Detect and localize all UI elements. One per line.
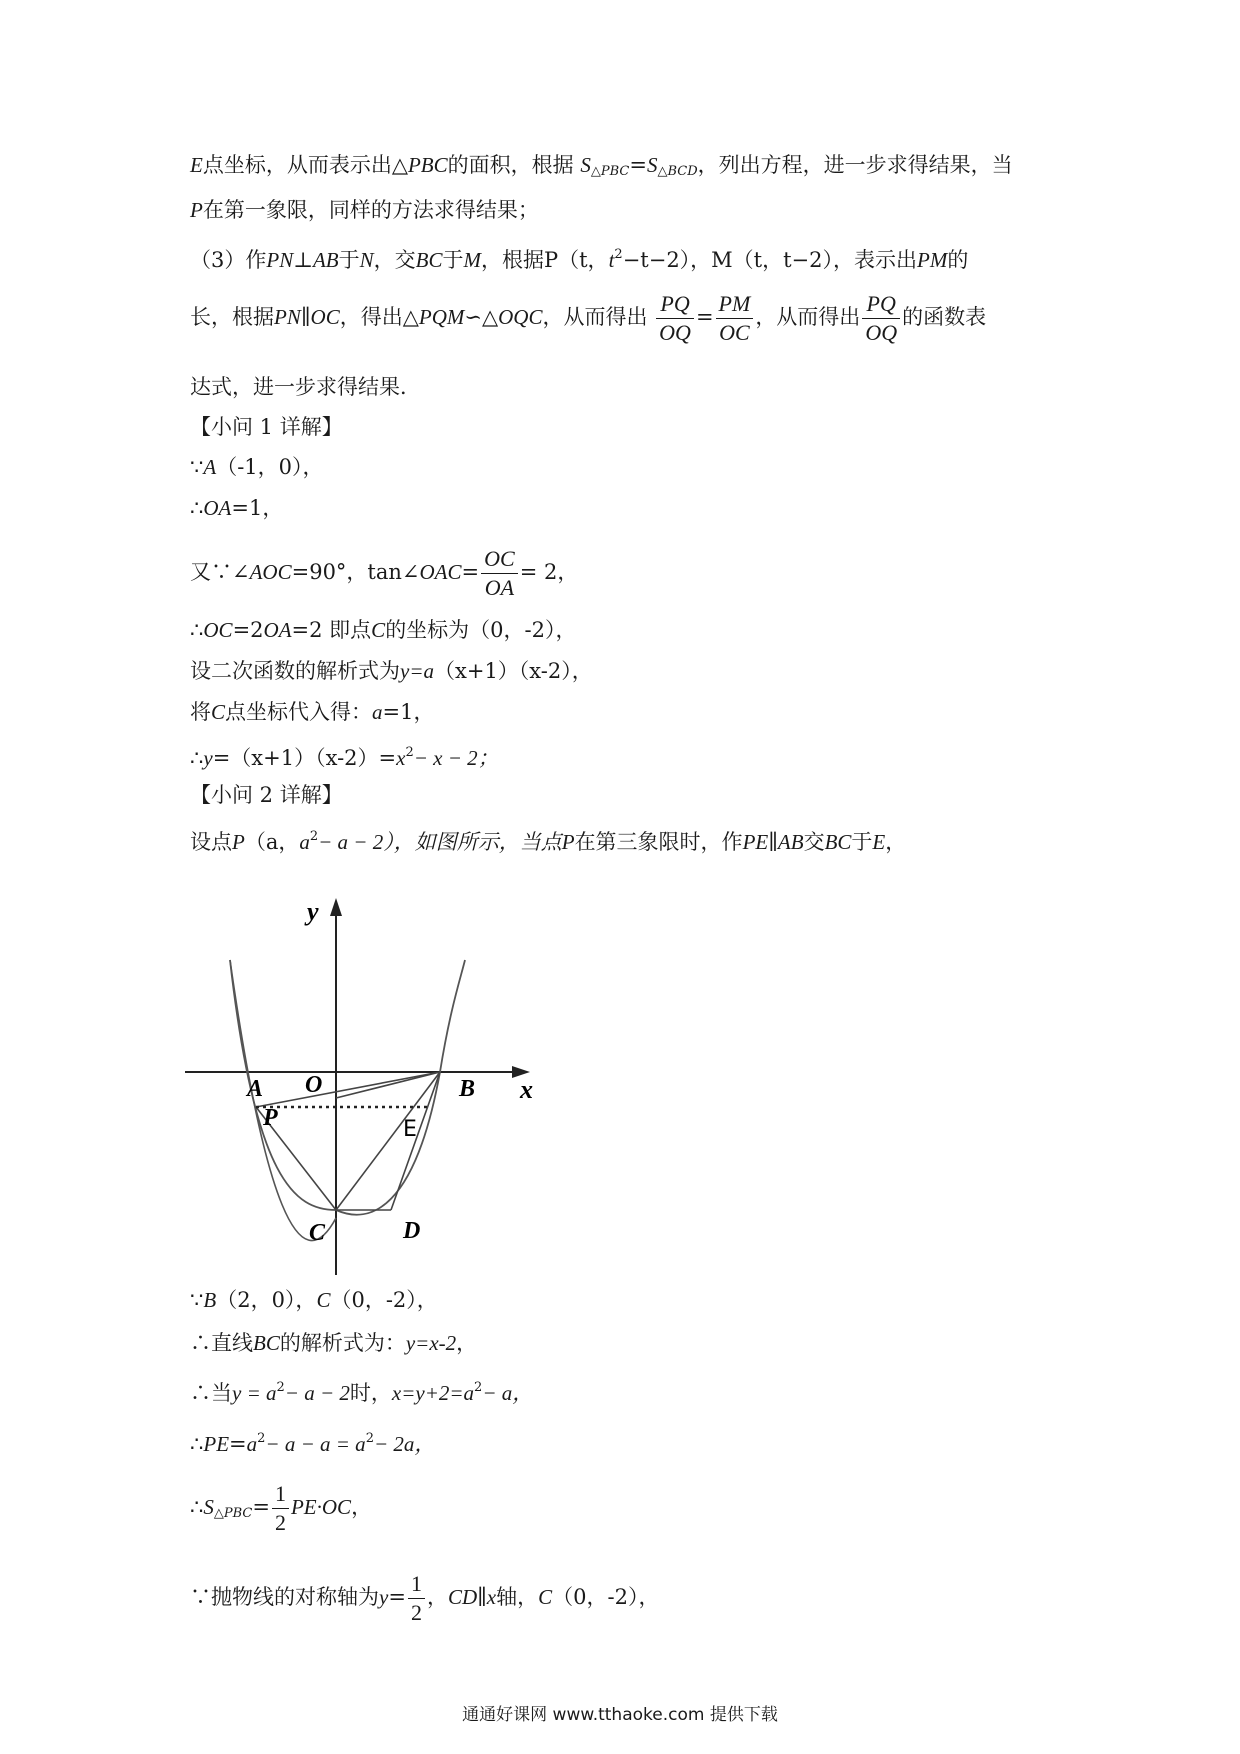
label-d: D — [403, 1218, 421, 1244]
q2-step-4: ∴当$y = a^2- a - 2$时，$x=y+2=a^2- a$， — [190, 1380, 534, 1405]
parabola-figure — [185, 880, 555, 1280]
label-x: x — [520, 1075, 533, 1104]
page-footer: 通通好课网 www.tthaoke.com 提供下载 — [462, 1705, 778, 1725]
q1-step-4: ∴OC=2OA=2 即点C的坐标为（0，-2）， — [190, 618, 577, 642]
q1-heading: 【小问 1 详解】 — [190, 415, 343, 439]
label-e: E — [403, 1117, 417, 1142]
q1-step-7: $\therefore y=(x+1)(x-2)=x^2- x - 2$； — [190, 745, 499, 770]
y-axis-arrow — [330, 898, 342, 916]
q1-step-1: ∵A（-1，0）， — [190, 455, 324, 479]
fraction-pq-oq-2: $\frac{PQ}{OQ}$ — [862, 290, 900, 347]
label-p: P — [263, 1105, 278, 1131]
fraction-pq-oq: $\frac{PQ}{OQ}$ — [656, 290, 694, 347]
q2-step-3: ∴直线BC的解析式为：y=x-2， — [190, 1331, 478, 1355]
fraction-oc-oa: $\frac{OC}{OA}$ — [481, 545, 518, 602]
parabola-curve — [230, 960, 465, 1215]
q2-step-2: ∵B（2，0），C（0，-2）， — [190, 1288, 438, 1312]
q1-step-5: 设二次函数的解析式为y=a（x+1）（x-2）， — [190, 659, 593, 683]
label-b: B — [459, 1076, 476, 1102]
intro-line-2: P在第一象限，同样的方法求得结果； — [190, 198, 539, 222]
q2-step-1: 设点P（a，$a^2- a - 2$），如图所示，当点P在第三象限时，作PE∥AB交BC于E， — [190, 829, 907, 854]
label-o: O — [305, 1072, 323, 1098]
parabola-left — [230, 960, 336, 1241]
fraction-pm-oc: $\frac{PM}{OC}$ — [716, 290, 754, 347]
q2-heading: 【小问 2 详解】 — [190, 783, 343, 807]
intro-line-5: 达式，进一步求得结果． — [190, 375, 421, 399]
q2-step-7: ∵抛物线的对称轴为y= $\frac{1}{2}$ ，CD∥x轴，C（0，-2）， — [190, 1571, 660, 1625]
intro-line-4: 长，根据PN∥OC，得出△PQM∽△OQC，从而得出 $\frac{PQ}{OQ}$ = $\frac{PM}{OC}$ ，从而得出 $\frac{PQ}{OQ}$ 的函数表 — [190, 291, 987, 345]
label-y: y — [307, 897, 319, 926]
fraction-one-half-2: $\frac{1}{2}$ — [408, 1570, 425, 1627]
q2-step-5: $\therefore PE=a^2- a - a = a^2- 2a$， — [190, 1431, 436, 1456]
segment-ob — [336, 1072, 440, 1098]
label-c: C — [309, 1220, 326, 1246]
fraction-one-half: $\frac{1}{2}$ — [272, 1480, 289, 1537]
q1-step-6: 将C点坐标代入得：a=1， — [190, 700, 435, 724]
q1-step-2: ∴OA=1， — [190, 496, 284, 520]
segment-pb — [256, 1072, 440, 1107]
segment-cb — [336, 1072, 440, 1210]
q2-step-6: $\therefore S_{\triangle PBC}=$ $\frac{1}{2}$ PE·OC， — [190, 1481, 373, 1535]
intro-line-3: （3）作PN⊥AB于N，交BC于M，根据P（t，$t^2-t-2$），M（t，t−2），表示出PM的 — [190, 247, 969, 272]
label-a: A — [247, 1076, 264, 1102]
q1-step-3: 又∵∠AOC=90°，tan∠OAC= $\frac{OC}{OA}$ = 2， — [190, 546, 579, 600]
intro-line-1: E点坐标，从而表示出△PBC的面积，根据 $S_{\triangle PBC}=S_{\triangle BCD}$，列出方程，进一步求得结果，当 — [190, 153, 1013, 179]
